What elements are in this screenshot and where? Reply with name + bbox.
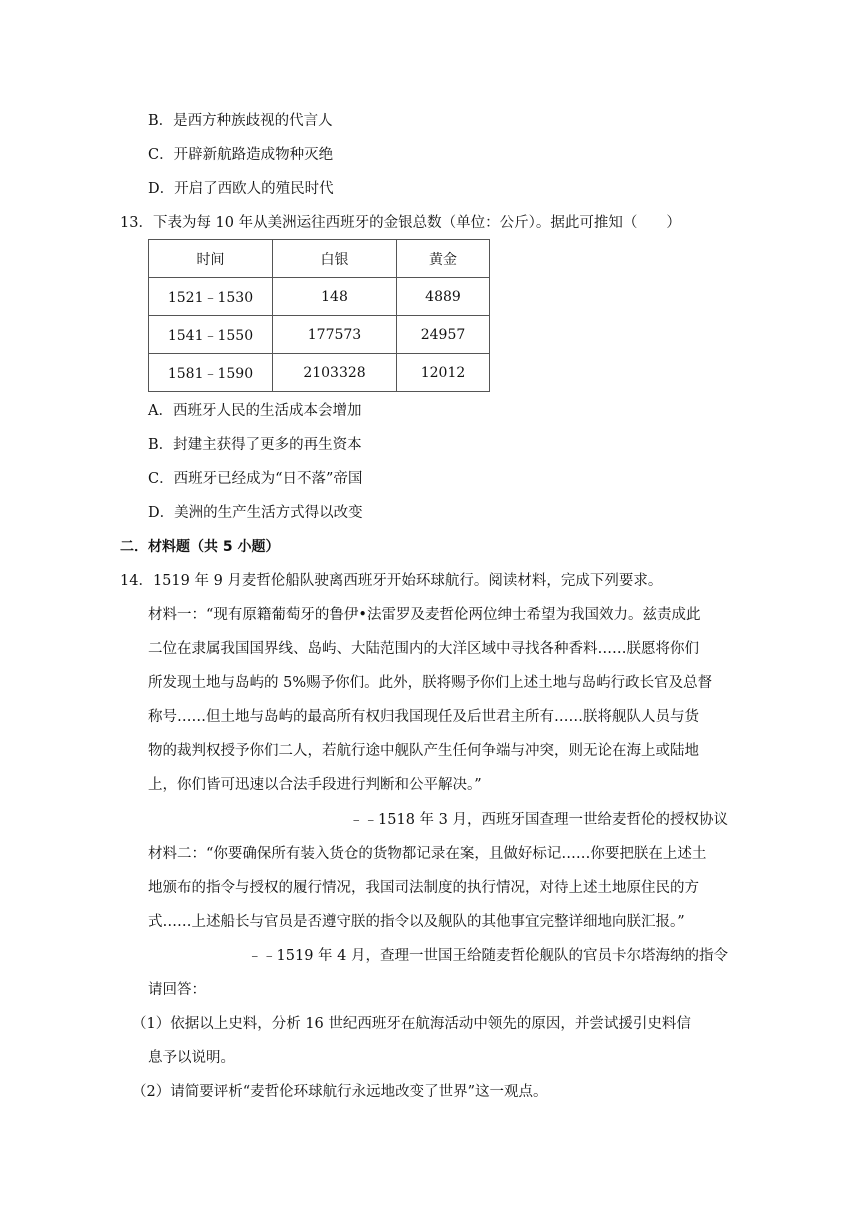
- section-heading: 二．材料题（共 5 小题）: [120, 539, 280, 555]
- table-header-cell: 时间: [149, 240, 273, 278]
- table-cell: 12012: [397, 354, 490, 392]
- table-cell: 148: [273, 278, 397, 316]
- table-cell: 24957: [397, 316, 490, 354]
- sub-question-2: （2）请简要评析“麦哲伦环球航行永远地改变了世界”这一观点。: [132, 1084, 548, 1100]
- table-header-row: [149, 240, 490, 278]
- table-cell: 2103328: [273, 354, 397, 392]
- table-row: [149, 316, 490, 354]
- material2-line: 式……上述船长与官员是否遵守朕的指令以及舰队的其他事宜完整详细地向朕汇报。”: [148, 914, 685, 930]
- material2-source: ﹣﹣1519 年 4 月，查理一世国王给随麦哲伦舰队的官员卡尔塔海纳的指令: [247, 948, 728, 964]
- q14-stem: 14．1519 年 9 月麦哲伦船队驶离西班牙开始环球航行。阅读材料，完成下列要求。: [120, 573, 663, 589]
- gold-silver-table: [148, 239, 490, 392]
- table-row: [149, 278, 490, 316]
- material2-line: 材料二：“你要确保所有装入货仓的货物都记录在案，且做好标记……你要把朕在上述土: [148, 846, 707, 862]
- sub-question-1: （1）依据以上史料，分析 16 世纪西班牙在航海活动中领先的原因，并尝试援引史料信: [132, 1016, 691, 1032]
- table-header-cell: 黄金: [397, 240, 490, 278]
- material2-line: 地颁布的指令与授权的履行情况，我国司法制度的执行情况，对待上述土地原住民的方: [148, 880, 699, 896]
- material1-line: 所发现土地与岛屿的 5%赐予你们。此外，朕将赐予你们上述土地与岛屿行政长官及总督: [148, 675, 713, 691]
- material1-line: 物的裁判权授予你们二人，若航行途中舰队产生任何争端与冲突，则无论在海上或陆地: [148, 743, 699, 759]
- table-header-cell: 白银: [273, 240, 397, 278]
- material1-line: 上，你们皆可迅速以合法手段进行判断和公平解决。”: [148, 777, 482, 793]
- table-cell: 177573: [273, 316, 397, 354]
- sub-question-1-cont: 息予以说明。: [148, 1050, 235, 1066]
- q13-option-d: D．美洲的生产生活方式得以改变: [148, 505, 363, 521]
- table-row: [149, 354, 490, 392]
- q13-option-a: A．西班牙人民的生活成本会增加: [148, 403, 362, 419]
- material1-source: ﹣﹣1518 年 3 月，西班牙国查理一世给麦哲伦的授权协议: [349, 812, 728, 828]
- answer-prompt: 请回答：: [148, 982, 206, 998]
- q12-option-c: C．开辟新航路造成物种灭绝: [148, 147, 334, 163]
- q13-option-c: C．西班牙已经成为“日不落”帝国: [148, 471, 363, 487]
- material1-line: 称号……但土地与岛屿的最高所有权归我国现任及后世君主所有……朕将舰队人员与货: [148, 709, 699, 725]
- material1-line: 二位在隶属我国国界线、岛屿、大陆范围内的大洋区域中寻找各种香料……朕愿将你们: [148, 641, 699, 657]
- q12-option-b: B．是西方种族歧视的代言人: [148, 113, 333, 129]
- q13-stem: 13．下表为每 10 年从美洲运往西班牙的金银总数（单位：公斤）。据此可推知（ ）: [120, 215, 681, 231]
- table-cell: 4889: [397, 278, 490, 316]
- q13-option-b: B．封建主获得了更多的再生资本: [148, 437, 362, 453]
- table-cell: 1581﹣1590: [149, 354, 273, 392]
- table-cell: 1521﹣1530: [149, 278, 273, 316]
- material1-line: 材料一：“现有原籍葡萄牙的鲁伊•法雷罗及麦哲伦两位绅士希望为我国效力。兹责成此: [148, 607, 701, 623]
- q12-option-d: D．开启了西欧人的殖民时代: [148, 181, 334, 197]
- table-cell: 1541﹣1550: [149, 316, 273, 354]
